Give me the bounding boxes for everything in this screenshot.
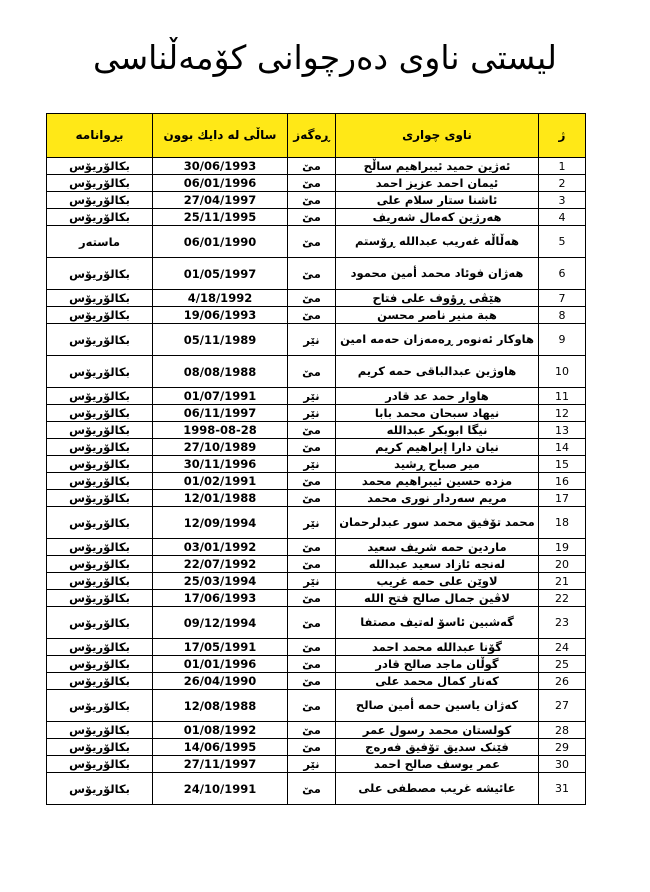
row-number: 21 xyxy=(539,573,586,590)
table-row xyxy=(47,258,586,290)
row-degree: بکالۆریۆس xyxy=(47,539,153,556)
row-full-name: هێڤی ڕؤوف علی فتاح xyxy=(336,290,539,307)
row-full-name: فێنک سدیق تۆفیق فەرەج xyxy=(336,739,539,756)
row-full-name: مریم سەردار نوری محمد xyxy=(336,490,539,507)
table-row xyxy=(47,607,586,639)
row-birth-date: 19/06/1993 xyxy=(153,307,288,324)
row-birth-date: 27/04/1997 xyxy=(153,192,288,209)
row-number: 7 xyxy=(539,290,586,307)
table-row xyxy=(47,456,586,473)
row-degree: بکالۆریۆس xyxy=(47,356,153,388)
header-number: ژ xyxy=(539,114,586,158)
row-gender: مێ xyxy=(288,690,336,722)
row-full-name: عمر یوسف صالح احمد xyxy=(336,756,539,773)
row-gender: مێ xyxy=(288,473,336,490)
row-degree: بکالۆریۆس xyxy=(47,722,153,739)
row-full-name: لەنجە ئازاد سعید عبداللە xyxy=(336,556,539,573)
row-birth-date: 01/02/1991 xyxy=(153,473,288,490)
row-full-name: نیان دارا إبراهیم کریم xyxy=(336,439,539,456)
row-birth-date: 06/11/1997 xyxy=(153,405,288,422)
row-degree: بکالۆریۆس xyxy=(47,422,153,439)
row-gender: نێر xyxy=(288,456,336,473)
table-row xyxy=(47,739,586,756)
table-row xyxy=(47,656,586,673)
row-birth-date: 01/08/1992 xyxy=(153,722,288,739)
row-full-name: هەڵاڵە غەریب عبداللە ڕۆستم xyxy=(336,226,539,258)
row-birth-date: 22/07/1992 xyxy=(153,556,288,573)
row-degree: بکالۆریۆس xyxy=(47,690,153,722)
row-birth-date: 17/05/1991 xyxy=(153,639,288,656)
graduates-table xyxy=(46,113,586,805)
row-number: 22 xyxy=(539,590,586,607)
row-birth-date: 26/04/1990 xyxy=(153,673,288,690)
row-number: 8 xyxy=(539,307,586,324)
row-birth-date: 30/11/1996 xyxy=(153,456,288,473)
row-degree: بکالۆریۆس xyxy=(47,607,153,639)
row-gender: مێ xyxy=(288,490,336,507)
row-gender: مێ xyxy=(288,656,336,673)
row-birth-date: 01/01/1996 xyxy=(153,656,288,673)
row-degree: بکالۆریۆس xyxy=(47,307,153,324)
row-gender: مێ xyxy=(288,175,336,192)
table-row xyxy=(47,175,586,192)
row-full-name: نیگا ابوبکر عبداللە xyxy=(336,422,539,439)
table-row xyxy=(47,307,586,324)
table-row xyxy=(47,773,586,805)
row-gender: مێ xyxy=(288,307,336,324)
row-number: 31 xyxy=(539,773,586,805)
row-full-name: ئەژین حمید ئیبراهیم ساڵح xyxy=(336,158,539,175)
header-full-name: ناوی چواری xyxy=(336,114,539,158)
table-row xyxy=(47,405,586,422)
table-row xyxy=(47,756,586,773)
row-birth-date: 01/07/1991 xyxy=(153,388,288,405)
row-degree: بکالۆریۆس xyxy=(47,773,153,805)
table-row xyxy=(47,590,586,607)
row-gender: مێ xyxy=(288,290,336,307)
row-gender: مێ xyxy=(288,226,336,258)
table-row xyxy=(47,192,586,209)
row-number: 26 xyxy=(539,673,586,690)
row-full-name: هاوژین عبدالباقی حمە کریم xyxy=(336,356,539,388)
row-degree: بکالۆریۆس xyxy=(47,507,153,539)
row-degree: بکالۆریۆس xyxy=(47,490,153,507)
row-number: 24 xyxy=(539,639,586,656)
row-gender: مێ xyxy=(288,422,336,439)
row-degree: بکالۆریۆس xyxy=(47,290,153,307)
table-row xyxy=(47,556,586,573)
table-row xyxy=(47,539,586,556)
row-number: 20 xyxy=(539,556,586,573)
row-gender: مێ xyxy=(288,639,336,656)
row-number: 10 xyxy=(539,356,586,388)
table-row xyxy=(47,573,586,590)
row-degree: بکالۆریۆس xyxy=(47,258,153,290)
row-full-name: گەشبین ئاسۆ لەتیف مصتفا xyxy=(336,607,539,639)
table-row xyxy=(47,722,586,739)
row-full-name: هەژان فوئاد محمد أمین محمود xyxy=(336,258,539,290)
row-number: 4 xyxy=(539,209,586,226)
row-birth-date: 27/11/1997 xyxy=(153,756,288,773)
row-gender: مێ xyxy=(288,192,336,209)
row-degree: بکالۆریۆس xyxy=(47,388,153,405)
row-number: 30 xyxy=(539,756,586,773)
row-full-name: کولستان محمد رسول عمر xyxy=(336,722,539,739)
table-row xyxy=(47,673,586,690)
row-number: 23 xyxy=(539,607,586,639)
row-full-name: هاوکار ئەنوەر ڕەمەزان حەمە امین xyxy=(336,324,539,356)
row-gender: مێ xyxy=(288,739,336,756)
row-gender: نێر xyxy=(288,756,336,773)
row-degree: بکالۆریۆس xyxy=(47,175,153,192)
row-degree: بکالۆریۆس xyxy=(47,756,153,773)
row-degree: بکالۆریۆس xyxy=(47,405,153,422)
row-number: 6 xyxy=(539,258,586,290)
row-birth-date: 25/03/1994 xyxy=(153,573,288,590)
table-row xyxy=(47,490,586,507)
row-full-name: نیهاد سبحان محمد بابا xyxy=(336,405,539,422)
table-row xyxy=(47,422,586,439)
table-header-row xyxy=(47,114,586,158)
row-gender: نێر xyxy=(288,507,336,539)
row-birth-date: 05/11/1989 xyxy=(153,324,288,356)
row-full-name: ئاشنا ستار سلام علی xyxy=(336,192,539,209)
row-number: 5 xyxy=(539,226,586,258)
row-full-name: عائیشە غریب مصطفی علی xyxy=(336,773,539,805)
row-number: 14 xyxy=(539,439,586,456)
row-full-name: ماردین حمە شریف سعید xyxy=(336,539,539,556)
row-degree: بکالۆریۆس xyxy=(47,656,153,673)
row-number: 1 xyxy=(539,158,586,175)
row-degree: بکالۆریۆس xyxy=(47,673,153,690)
row-gender: نێر xyxy=(288,573,336,590)
row-birth-date: 12/09/1994 xyxy=(153,507,288,539)
row-gender: مێ xyxy=(288,556,336,573)
row-birth-date: 12/01/1988 xyxy=(153,490,288,507)
row-full-name: میر صباح ڕشید xyxy=(336,456,539,473)
row-gender: مێ xyxy=(288,673,336,690)
row-birth-date: 4/18/1992 xyxy=(153,290,288,307)
row-degree: بکالۆریۆس xyxy=(47,639,153,656)
row-birth-date: 17/06/1993 xyxy=(153,590,288,607)
header-degree: بڕوانامە xyxy=(47,114,153,158)
row-full-name: هەرژین کەمال شەریف xyxy=(336,209,539,226)
table-row xyxy=(47,639,586,656)
row-birth-date: 01/05/1997 xyxy=(153,258,288,290)
row-gender: مێ xyxy=(288,258,336,290)
row-gender: مێ xyxy=(288,722,336,739)
row-gender: مێ xyxy=(288,773,336,805)
row-degree: بکالۆریۆس xyxy=(47,192,153,209)
row-degree: بکالۆریۆس xyxy=(47,456,153,473)
row-birth-date: 14/06/1995 xyxy=(153,739,288,756)
row-number: 12 xyxy=(539,405,586,422)
row-birth-date: 30/06/1993 xyxy=(153,158,288,175)
row-degree: بکالۆریۆس xyxy=(47,590,153,607)
table-row xyxy=(47,290,586,307)
row-number: 16 xyxy=(539,473,586,490)
row-full-name: گوڵان ماجد صالح قادر xyxy=(336,656,539,673)
table-row xyxy=(47,356,586,388)
row-gender: نێر xyxy=(288,405,336,422)
row-full-name: هاوار حمد عد قادر xyxy=(336,388,539,405)
row-degree: بکالۆریۆس xyxy=(47,209,153,226)
row-birth-date: 08/08/1988 xyxy=(153,356,288,388)
row-number: 17 xyxy=(539,490,586,507)
row-full-name: لاوێن علی حمە غریب xyxy=(336,573,539,590)
row-gender: مێ xyxy=(288,590,336,607)
table-row xyxy=(47,209,586,226)
row-degree: بکالۆریۆس xyxy=(47,158,153,175)
row-gender: مێ xyxy=(288,539,336,556)
row-gender: نێر xyxy=(288,324,336,356)
row-birth-date: 09/12/1994 xyxy=(153,607,288,639)
page-title: لیستی ناوی دەرچوانی کۆمەڵناسی xyxy=(93,38,557,77)
row-birth-date: 03/01/1992 xyxy=(153,539,288,556)
header-gender: ڕەگەز xyxy=(288,114,336,158)
row-number: 18 xyxy=(539,507,586,539)
row-degree: ماستەر xyxy=(47,226,153,258)
row-birth-date: 25/11/1995 xyxy=(153,209,288,226)
row-full-name: کەنار کمال محمد علی xyxy=(336,673,539,690)
row-gender: نێر xyxy=(288,388,336,405)
row-full-name: هبة منیر ناصر محسن xyxy=(336,307,539,324)
row-gender: مێ xyxy=(288,607,336,639)
table-row xyxy=(47,473,586,490)
row-number: 13 xyxy=(539,422,586,439)
row-gender: مێ xyxy=(288,356,336,388)
row-gender: مێ xyxy=(288,158,336,175)
table-row xyxy=(47,507,586,539)
row-number: 11 xyxy=(539,388,586,405)
row-number: 28 xyxy=(539,722,586,739)
row-number: 27 xyxy=(539,690,586,722)
row-number: 19 xyxy=(539,539,586,556)
row-degree: بکالۆریۆس xyxy=(47,439,153,456)
row-full-name: مزدە حسین ئیبراهیم محمد xyxy=(336,473,539,490)
table-row xyxy=(47,439,586,456)
row-birth-date: 06/01/1990 xyxy=(153,226,288,258)
row-gender: مێ xyxy=(288,209,336,226)
header-birth-year: ساڵی لە دایك بوون xyxy=(153,114,288,158)
table-row xyxy=(47,324,586,356)
row-full-name: گۆنا عبداللە محمد احمد xyxy=(336,639,539,656)
row-full-name: کەژان یاسین حمە أمین صالح xyxy=(336,690,539,722)
row-birth-date: 27/10/1989 xyxy=(153,439,288,456)
row-birth-date: 24/10/1991 xyxy=(153,773,288,805)
row-degree: بکالۆریۆس xyxy=(47,473,153,490)
table-row xyxy=(47,388,586,405)
row-full-name: محمد تۆفیق محمد سور عبدلرحمان xyxy=(336,507,539,539)
row-degree: بکالۆریۆس xyxy=(47,739,153,756)
row-degree: بکالۆریۆس xyxy=(47,573,153,590)
row-number: 2 xyxy=(539,175,586,192)
row-number: 3 xyxy=(539,192,586,209)
row-number: 9 xyxy=(539,324,586,356)
row-degree: بکالۆریۆس xyxy=(47,556,153,573)
table-row xyxy=(47,226,586,258)
row-degree: بکالۆریۆس xyxy=(47,324,153,356)
row-full-name: لاڤین جمال صالح فتح اللە xyxy=(336,590,539,607)
row-birth-date: 06/01/1996 xyxy=(153,175,288,192)
table-row xyxy=(47,690,586,722)
row-number: 25 xyxy=(539,656,586,673)
row-number: 15 xyxy=(539,456,586,473)
row-birth-date: 1998-08-28 xyxy=(153,422,288,439)
row-full-name: ئیمان احمد عزیز احمد xyxy=(336,175,539,192)
row-gender: مێ xyxy=(288,439,336,456)
row-number: 29 xyxy=(539,739,586,756)
row-birth-date: 12/08/1988 xyxy=(153,690,288,722)
table-row xyxy=(47,158,586,175)
